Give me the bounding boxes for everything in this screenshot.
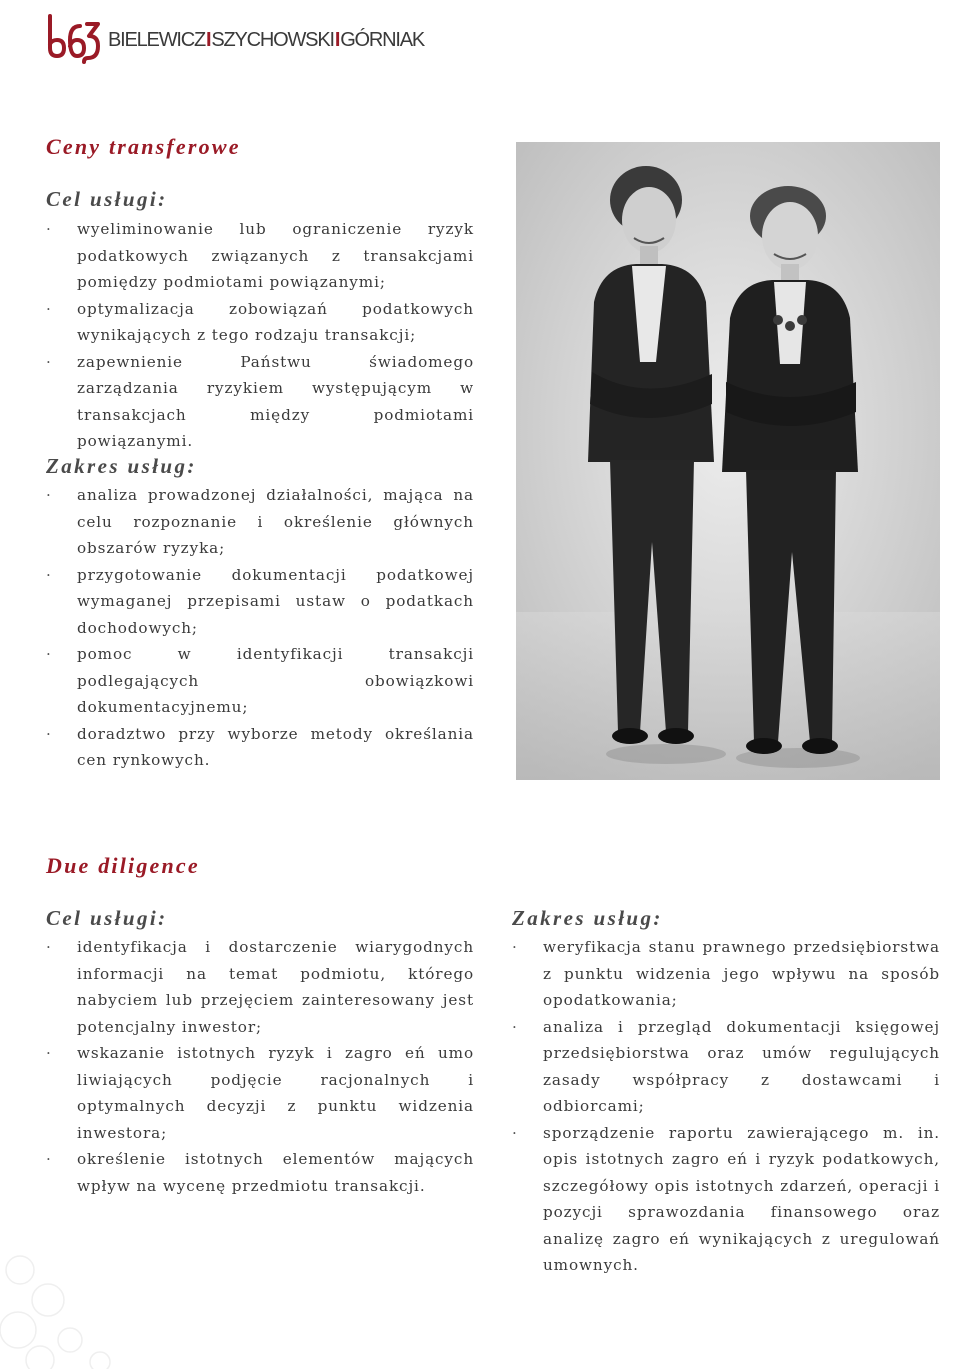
- b6z-monogram-logo: [44, 12, 102, 66]
- transfer-pricing-scope: [46, 482, 474, 774]
- firm-name-bielewicz: BIELEWICZ: [108, 28, 205, 51]
- transfer-pricing-goals: [46, 216, 474, 455]
- list-item: · wskazanie istotnych ryzyk i zagro eń umo liwiających podjęcie racjonalnych i optymalnych decyzji z punktu widzenia inwestora;: [46, 1040, 474, 1146]
- due-diligence-goal-heading: Cel usługi:: [46, 906, 168, 930]
- transfer-pricing-goal-heading: Cel usługi:: [46, 187, 168, 211]
- list-item: · określenie istotnych elementów mających wpływ na wycenę przedmiotu transakcji.: [46, 1146, 474, 1199]
- firm-name: [108, 29, 424, 52]
- list-item: · wyeliminowanie lub ograniczenie ryzyk podatkowych związanych z transakcjami pomiędzy podmiotami powiązanymi;: [46, 216, 474, 296]
- due-diligence-goals: [46, 934, 474, 1199]
- list-item: · przygotowanie dokumentacji podatkowej wymaganej przepisami ustaw o podatkach dochodowych;: [46, 562, 474, 642]
- firm-header: [44, 12, 424, 66]
- list-item: · sporządzenie raportu zawierającego m. in. opis istotnych zagro eń i ryzyk podatkowych, szczegółowy opis istotnych zdarzeń, operacji i pozycji sprawozdania finansowego oraz analizę zagro eń wynikających z uregulowań umownych.: [512, 1120, 940, 1279]
- list-item: · weryfikacja stanu prawnego przedsiębiorstwa z punktu widzenia jego wpływu na sposób opodatkowania;: [512, 934, 940, 1014]
- firm-name-separator: I: [206, 28, 211, 51]
- transfer-pricing-scope-heading: Zakres usług:: [46, 454, 197, 478]
- list-item: · identyfikacja i dostarczenie wiarygodnych informacji na temat podmiotu, którego nabyciem lub przejęciem zainteresowany jest potencjalny inwestor;: [46, 934, 474, 1040]
- list-item: · optymalizacja zobowiązań podatkowych wynikających z tego rodzaju transakcji;: [46, 296, 474, 349]
- list-item: · zapewnienie Państwu świadomego zarządzania ryzykiem występującym w transakcjach między podmiotami powiązanymi.: [46, 349, 474, 455]
- list-item: · doradztwo przy wyborze metody określania cen rynkowych.: [46, 721, 474, 774]
- firm-name-gorniak: GÓRNIAK: [340, 28, 425, 51]
- list-item: · pomoc w identyfikacji transakcji podlegających obowiązkowi dokumentacyjnemu;: [46, 641, 474, 721]
- list-item: · analiza i przegląd dokumentacji księgowej przedsiębiorstwa oraz umów regulujących zasady współpracy z dostawcami i odbiorcami;: [512, 1014, 940, 1120]
- firm-name-separator: I: [334, 28, 340, 51]
- firm-name-szychowski: SZYCHOWSKI: [211, 28, 334, 51]
- list-item: · analiza prowadzonej działalności, mająca na celu rozpoznanie i określenie głównych obszarów ryzyka;: [46, 482, 474, 562]
- two-women-in-suits-photo: [516, 142, 940, 780]
- section-title-due-diligence: Due diligence: [46, 853, 200, 878]
- decorative-pattern: [0, 1230, 140, 1369]
- due-diligence-scope: [512, 934, 940, 1279]
- section-title-transfer-pricing: Ceny transferowe: [46, 134, 241, 159]
- due-diligence-scope-heading: Zakres usług:: [512, 906, 663, 930]
